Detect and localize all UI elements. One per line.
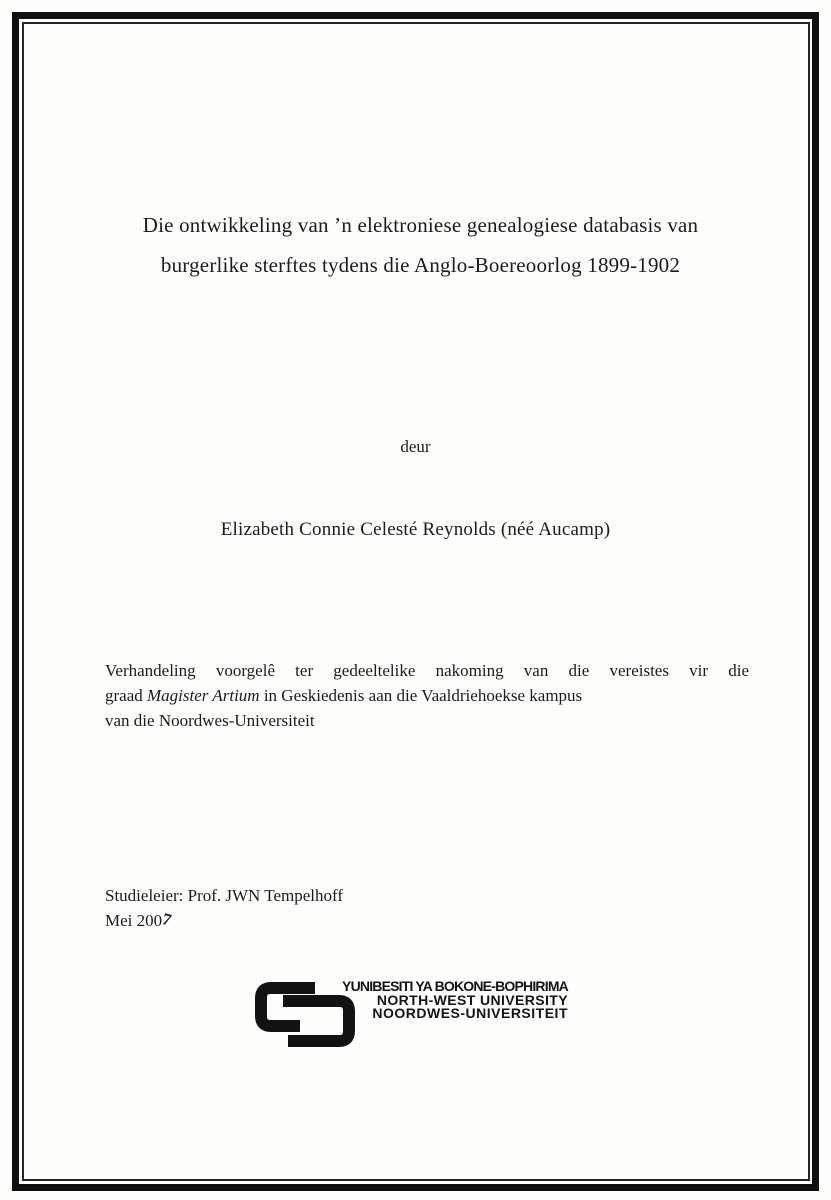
- statement-line-1: Verhandeling voorgelê ter gedeeltelike nakoming van die vereistes vir die: [105, 661, 749, 680]
- degree-statement: [105, 658, 749, 733]
- title-line-2: burgerlike sterftes tydens die Anglo-Boereoorlog 1899-1902: [160, 253, 681, 277]
- title-line-1: Die ontwikkeling van ’n elektroniese genealogiese databasis van: [142, 213, 699, 237]
- supervisor-block: [105, 884, 343, 933]
- thesis-title: [70, 205, 771, 285]
- handwritten-seven: 7: [160, 908, 174, 930]
- statement-line-2-pre: graad: [105, 686, 148, 705]
- date-prefix: Mei 200: [105, 910, 163, 930]
- degree-name-italic: Magister Artium: [147, 686, 260, 705]
- supervisor-line: Studieleier: Prof. JWN Tempelhoff: [105, 886, 344, 905]
- byline-deur: deur: [400, 437, 431, 456]
- university-logo-text: [342, 980, 568, 1021]
- logo-text-afrikaans: NOORDWES-UNIVERSITEIT: [372, 1005, 568, 1021]
- date-line: [105, 909, 343, 934]
- author-name: Elizabeth Connie Celesté Reynolds (néé Aucamp): [220, 519, 611, 540]
- statement-line-2-post: in Geskiedenis aan die Vaaldriehoekse kampus: [259, 686, 583, 705]
- statement-line-2: [105, 683, 749, 708]
- logo-text-english: NORTH-WEST UNIVERSITY: [376, 991, 568, 1008]
- statement-line-3: van die Noordwes-Universiteit: [105, 711, 315, 730]
- nwu-logo-mark-icon: [255, 982, 355, 1047]
- logo-text-setswana: YUNIBESITI YA BOKONE-BOPHIRIMA: [342, 978, 568, 994]
